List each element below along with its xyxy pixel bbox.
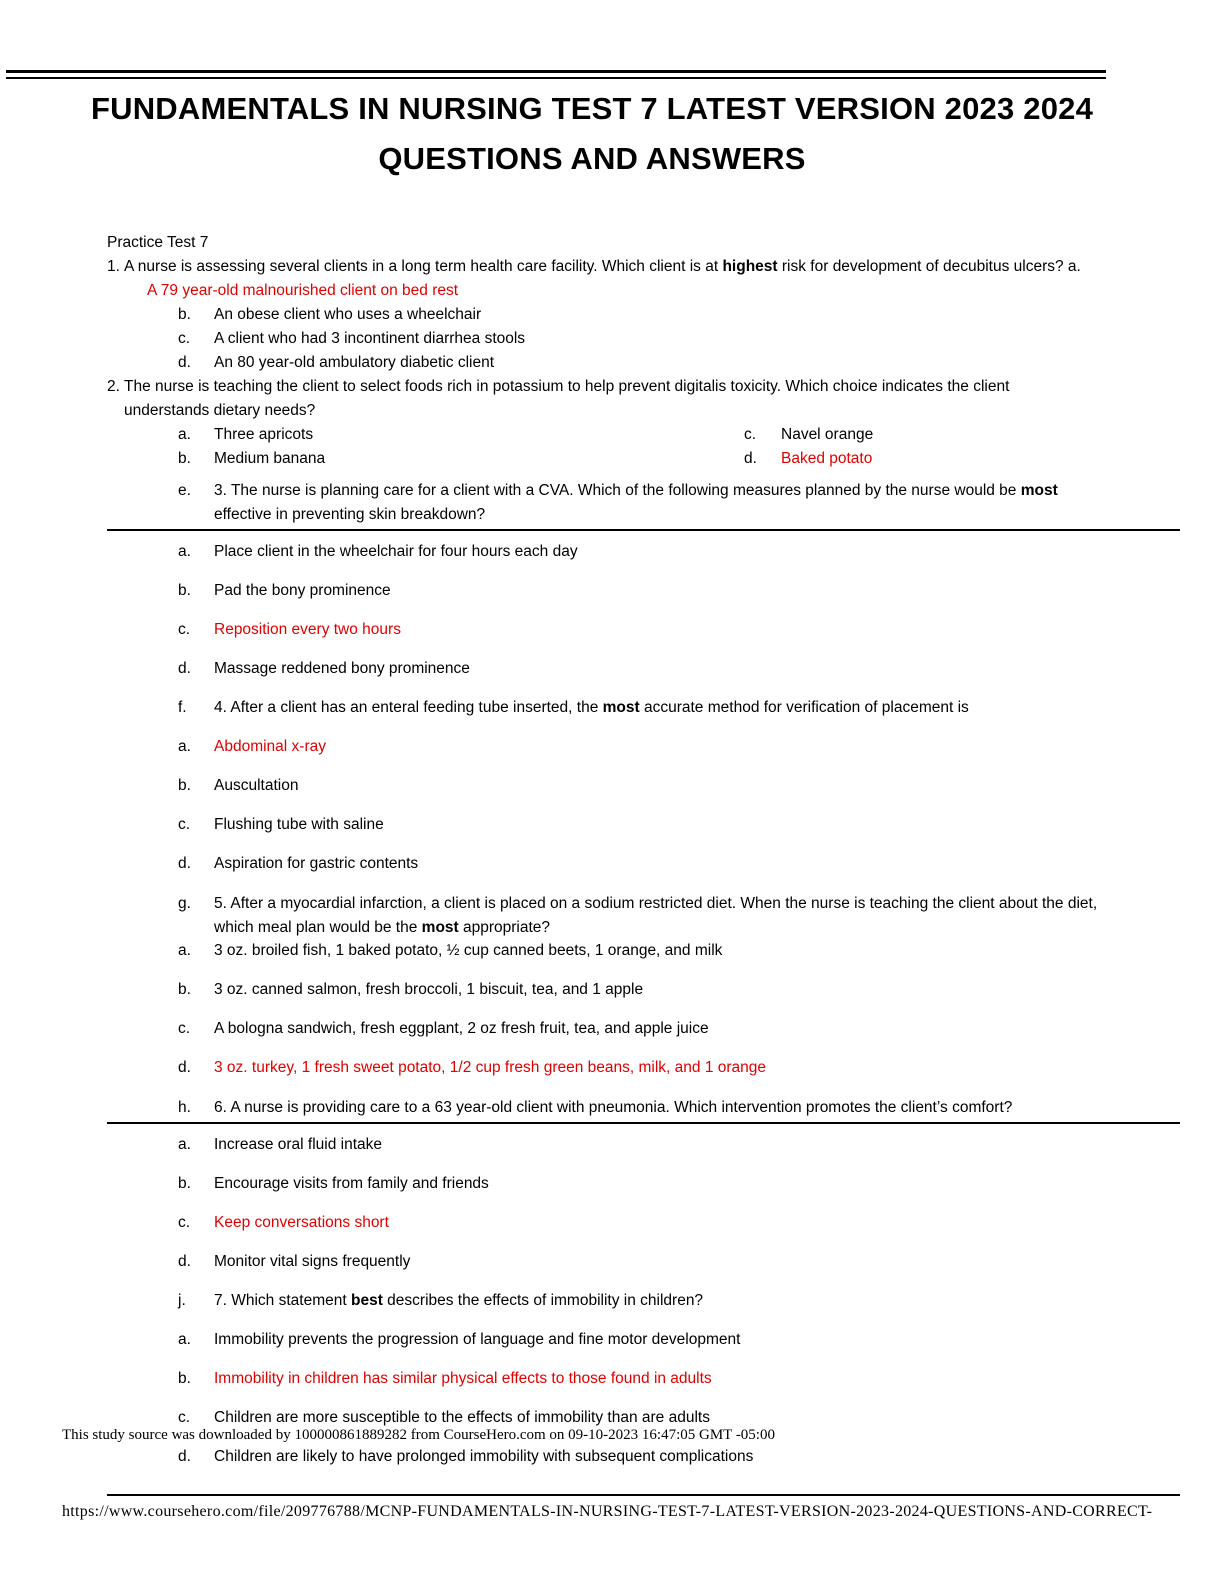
option-marker: b.	[178, 777, 191, 794]
answer-text: Reposition every two hours	[214, 621, 401, 638]
title-line-2: QUESTIONS AND ANSWERS	[378, 141, 806, 176]
answer-text: Immobility in children has similar physical effects to those found in adults	[214, 1370, 712, 1387]
option-line	[107, 736, 1180, 758]
option-marker: c.	[178, 1214, 191, 1231]
option-line	[107, 1018, 1180, 1040]
text-row	[214, 1018, 1180, 1040]
text-row	[214, 1212, 1180, 1234]
option-line	[107, 853, 1180, 875]
option-marker: b.	[178, 1175, 191, 1192]
option-marker: b.	[178, 1370, 191, 1387]
text-segment: The nurse is teaching the client to select foods rich in potassium to help prevent digitalis toxicity. Which choice indicates the client	[124, 378, 1010, 395]
option-line	[107, 303, 1180, 327]
text-segment: An 80 year-old ambulatory diabetic client	[214, 354, 495, 371]
option-line	[107, 1057, 1180, 1079]
option-marker: a.	[178, 1331, 191, 1348]
text-row	[214, 1368, 1180, 1390]
question-line	[107, 697, 1180, 719]
answer-text: A 79 year-old malnourished client on bed rest	[147, 282, 459, 299]
option-marker: c.	[178, 1020, 191, 1037]
text-row	[214, 940, 1180, 962]
option-cell	[744, 423, 873, 447]
text-row	[214, 736, 1180, 758]
text-segment: 7. Which statement	[214, 1292, 351, 1309]
text-row	[214, 853, 1180, 875]
text-row	[214, 658, 1180, 680]
text-segment: best	[350, 1292, 383, 1309]
text-row	[214, 1096, 1180, 1120]
text-row	[124, 399, 1180, 423]
text-segment: 4. After a client has an enteral feeding tube inserted, the	[214, 699, 603, 716]
text-row	[214, 916, 1180, 940]
text-row	[214, 892, 1180, 916]
text-row	[214, 1446, 1180, 1468]
option-marker: d.	[178, 855, 191, 872]
text-segment: Practice Test 7	[107, 234, 209, 251]
option-line	[107, 775, 1180, 797]
text-segment: Increase oral fluid intake	[214, 1136, 383, 1153]
option-line	[107, 979, 1180, 1001]
option-line	[107, 1212, 1180, 1234]
option-cell	[178, 447, 744, 471]
answer-text: 3 oz. turkey, 1 fresh sweet potato, 1/2 cup fresh green beans, milk, and 1 orange	[214, 1059, 767, 1076]
text-segment: An obese client who uses a wheelchair	[214, 306, 482, 323]
text-segment: A bologna sandwich, fresh eggplant, 2 oz fresh fruit, tea, and apple juice	[214, 1020, 709, 1037]
option-line	[107, 658, 1180, 680]
answer-line	[107, 279, 1180, 303]
source-url: https://www.coursehero.com/file/209776788/MCNP-FUNDAMENTALS-IN-NURSING-TEST-7-LATEST-VERSION-2023-2024-QUESTIONS-AND-CORRECT-	[62, 1503, 1153, 1520]
option-marker: c.	[178, 330, 191, 347]
question-line	[107, 375, 1180, 423]
content-blocks	[107, 231, 1180, 1485]
option-line	[107, 327, 1180, 351]
option-marker: d.	[178, 660, 191, 677]
option-cell	[178, 423, 744, 447]
text-segment: 3. The nurse is planning care for a client with a CVA. Which of the following measures planned by the nurse would be	[214, 482, 1021, 499]
option-line	[107, 351, 1180, 375]
text-row	[214, 775, 1180, 797]
text-segment: Immobility prevents the progression of language and fine motor development	[214, 1331, 741, 1348]
text-row	[214, 479, 1180, 503]
text-segment: understands dietary needs?	[124, 402, 316, 419]
text-segment: most	[602, 699, 640, 716]
option-line	[107, 1368, 1180, 1390]
text-segment: risk for development of decubitus ulcers? a.	[777, 258, 1081, 275]
answer-text: Baked potato	[781, 450, 873, 467]
option-cell	[744, 447, 872, 471]
option-line	[107, 940, 1180, 962]
option-line	[107, 1446, 1180, 1468]
question-marker: g.	[178, 895, 191, 912]
option-marker: b.	[178, 981, 191, 998]
answer-text: Abdominal x-ray	[214, 738, 326, 755]
text-row	[214, 1134, 1180, 1156]
header-double-rule	[6, 70, 1106, 79]
text-segment: Monitor vital signs frequently	[214, 1253, 411, 1270]
option-marker: c.	[744, 426, 757, 443]
option-marker: b.	[178, 582, 191, 599]
question-line	[107, 1096, 1180, 1120]
text-segment: effective in preventing skin breakdown?	[214, 506, 486, 523]
download-attribution: This study source was downloaded by 100000861889282 from CourseHero.com on 09-10-2023 16:47:05 GMT -05:00	[62, 1427, 775, 1443]
text-segment: Place client in the wheelchair for four hours each day	[214, 543, 578, 560]
option-marker: c.	[178, 1409, 191, 1426]
answer-text: Keep conversations short	[214, 1214, 389, 1231]
text-segment: Aspiration for gastric contents	[214, 855, 419, 872]
text-segment: A client who had 3 incontinent diarrhea stools	[214, 330, 526, 347]
option-marker: a.	[178, 426, 191, 443]
text-row	[214, 503, 1180, 527]
text-row	[214, 697, 1180, 719]
option-marker: a.	[178, 738, 191, 755]
question-line	[107, 1290, 1180, 1312]
text-segment: 3 oz. broiled fish, 1 baked potato, ½ cup canned beets, 1 orange, and milk	[214, 942, 723, 959]
option-marker: d.	[744, 450, 757, 467]
text-row	[214, 303, 1180, 327]
option-line	[107, 1251, 1180, 1273]
option-marker: d.	[178, 354, 191, 371]
section-divider	[107, 1122, 1180, 1124]
option-line	[107, 1329, 1180, 1351]
option-line	[107, 1173, 1180, 1195]
text-segment: A nurse is assessing several clients in a long term health care facility. Which client is at	[124, 258, 723, 275]
text-segment: most	[1020, 482, 1058, 499]
question-marker: h.	[178, 1099, 191, 1116]
practice-test-label	[107, 231, 1180, 255]
text-segment: 5. After a myocardial infarction, a client is placed on a sodium restricted diet. When the nurse is teaching the client about the diet,	[214, 895, 1098, 912]
text-segment: 6. A nurse is providing care to a 63 year-old client with pneumonia. Which intervention promotes the client’s comfort?	[214, 1099, 1013, 1116]
option-marker: d.	[178, 1059, 191, 1076]
option-marker: c.	[178, 816, 191, 833]
text-row	[214, 1329, 1180, 1351]
option-row	[107, 423, 1180, 447]
text-segment: Navel orange	[781, 426, 874, 443]
option-line	[107, 814, 1180, 836]
text-row	[214, 814, 1180, 836]
text-row	[214, 619, 1180, 641]
text-row	[107, 231, 1180, 255]
option-marker: d.	[178, 1253, 191, 1270]
option-line	[107, 1134, 1180, 1156]
text-segment: Encourage visits from family and friends	[214, 1175, 489, 1192]
document-title	[4, 84, 1180, 184]
option-line	[107, 541, 1180, 563]
option-marker: c.	[178, 621, 191, 638]
text-row	[214, 1251, 1180, 1273]
text-segment: Auscultation	[214, 777, 299, 794]
text-segment: most	[421, 919, 459, 936]
title-line-1: FUNDAMENTALS IN NURSING TEST 7 LATEST VERSION 2023 2024	[90, 91, 1094, 126]
question-line	[107, 255, 1180, 279]
text-row	[214, 979, 1180, 1001]
text-row	[214, 1290, 1180, 1312]
text-segment: appropriate?	[458, 919, 551, 936]
option-marker: b.	[178, 306, 191, 323]
text-row	[124, 375, 1180, 399]
option-line	[107, 580, 1180, 602]
text-row	[214, 1057, 1180, 1079]
question-line	[107, 479, 1180, 527]
text-segment: Three apricots	[214, 426, 314, 443]
text-row	[214, 580, 1180, 602]
text-segment: Pad the bony prominence	[214, 582, 391, 599]
text-row	[124, 255, 1180, 279]
option-line	[107, 619, 1180, 641]
option-marker: a.	[178, 1136, 191, 1153]
text-row	[214, 327, 1180, 351]
text-row	[214, 351, 1180, 375]
question-marker: e.	[178, 482, 191, 499]
text-segment: highest	[722, 258, 778, 275]
question-marker: f.	[178, 699, 187, 716]
footer-rule	[107, 1494, 1180, 1496]
question-marker: j.	[178, 1292, 186, 1309]
text-segment: accurate method for verification of placement is	[639, 699, 969, 716]
text-segment: Flushing tube with saline	[214, 816, 384, 833]
question-marker: 1.	[107, 258, 120, 275]
option-marker: b.	[178, 450, 191, 467]
text-row	[214, 541, 1180, 563]
question-line	[107, 892, 1180, 940]
option-row	[107, 447, 1180, 471]
text-segment: Massage reddened bony prominence	[214, 660, 470, 677]
option-marker: a.	[178, 543, 191, 560]
text-segment: 3 oz. canned salmon, fresh broccoli, 1 biscuit, tea, and 1 apple	[214, 981, 644, 998]
text-segment: Medium banana	[214, 450, 326, 467]
text-row	[214, 1173, 1180, 1195]
text-segment: Children are more susceptible to the effects of immobility than are adults	[214, 1409, 710, 1426]
question-marker: 2.	[107, 378, 120, 395]
section-divider	[107, 529, 1180, 531]
text-segment: which meal plan would be the	[214, 919, 422, 936]
option-marker: d.	[178, 1448, 191, 1465]
option-marker: a.	[178, 942, 191, 959]
text-row	[147, 279, 1180, 303]
text-segment: describes the effects of immobility in children?	[382, 1292, 704, 1309]
text-segment: Children are likely to have prolonged immobility with subsequent complications	[214, 1448, 754, 1465]
